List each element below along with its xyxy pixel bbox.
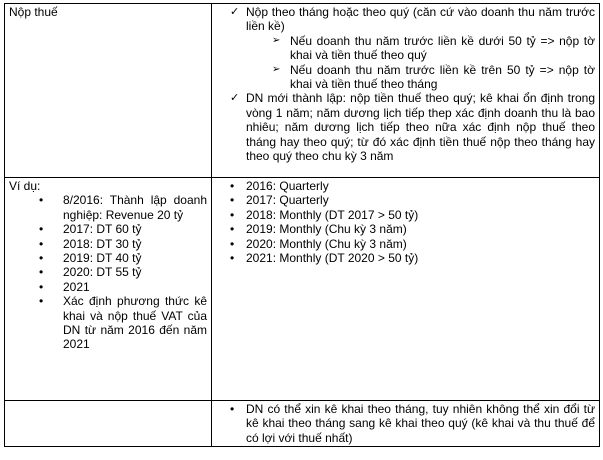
example-text: Xác định phương thức kê khai và nộp thuế VAT của DN từ năm 2016 đến năm 2021 xyxy=(63,294,207,352)
bullet-icon: • xyxy=(39,193,44,208)
checkmark-icon: ✓ xyxy=(230,92,240,105)
example-text: 2018: DT 30 tỷ xyxy=(63,236,142,251)
note-list xyxy=(216,402,595,445)
list-item xyxy=(216,251,595,265)
list-item xyxy=(216,222,595,236)
sub-item-text: Nếu doanh thu năm trước liền kề dưới 50 tỷ => nộp tờ khai và tiền thuế theo quý xyxy=(290,33,595,63)
list-item xyxy=(9,222,207,236)
example-text: 8/2016: Thành lập doanh nghiệp: Revenue 20 tỷ xyxy=(63,193,207,222)
row1-label-cell xyxy=(5,4,212,178)
list-item xyxy=(216,34,595,63)
list-item xyxy=(9,237,207,251)
bullet-icon: • xyxy=(39,265,44,280)
bullet-icon: • xyxy=(39,279,44,294)
list-item xyxy=(9,294,207,352)
answer-list xyxy=(216,179,595,265)
note-text: DN có thể xin kê khai theo tháng, tuy nhiên không thể xin đổi từ kê khai theo tháng sang kê khai theo quý (kê khai và thu thuế để có lợi với thuế nhất) xyxy=(246,402,595,445)
answer-text: 2020: Monthly (Chu kỳ 3 năm) xyxy=(246,236,407,251)
table-row xyxy=(5,178,600,401)
arrow-bullet-icon: ➢ xyxy=(272,63,281,75)
row1-content-cell xyxy=(212,4,600,178)
bullet-icon: • xyxy=(230,402,235,416)
bullet-icon: • xyxy=(230,222,235,237)
table-row xyxy=(5,4,600,178)
row2-examples-cell xyxy=(5,178,212,401)
item-text: Nộp theo tháng hoặc theo quý (căn cứ vào doanh thu năm trước liền kề) xyxy=(246,5,595,34)
row1-label: Nộp thuế xyxy=(9,5,58,19)
answer-text: 2016: Quarterly xyxy=(246,179,329,193)
arrow-bullet-icon: ➢ xyxy=(272,34,281,46)
answer-text: 2021: Monthly (DT 2020 > 50 tỷ) xyxy=(246,251,419,266)
table-row xyxy=(5,401,600,447)
answer-text: 2017: Quarterly xyxy=(246,193,329,208)
example-text: 2020: DT 55 tỷ xyxy=(63,265,142,280)
check-list xyxy=(216,5,595,163)
row2-answers-cell xyxy=(212,178,600,401)
list-item xyxy=(216,5,595,34)
item-text: DN mới thành lập: nộp tiền thuế theo quý; kê khai ổn định trong vòng 1 năm; năm dương lịch tiếp thep xác định doanh thu là bao nhiêu; năm dương lịch tiếp theo nữa xác định nộp thuế theo tháng hay theo quý; từ đó xác định tiền thuế nộp theo tháng hay theo quý theo chu kỳ 3 năm xyxy=(246,91,595,164)
bullet-icon: • xyxy=(230,251,235,266)
list-item xyxy=(216,402,595,445)
list-item xyxy=(9,251,207,265)
bullet-icon: • xyxy=(39,236,44,251)
answer-text: 2019: Monthly (Chu kỳ 3 năm) xyxy=(246,222,407,237)
bullet-icon: • xyxy=(39,251,44,266)
answer-text: 2018: Monthly (DT 2017 > 50 tỷ) xyxy=(246,207,419,222)
row3-notes-cell xyxy=(212,401,600,447)
list-item xyxy=(216,63,595,92)
tax-table xyxy=(4,3,600,447)
list-item xyxy=(9,265,207,279)
list-item xyxy=(216,237,595,251)
list-item xyxy=(216,91,595,163)
list-item xyxy=(9,280,207,294)
list-item xyxy=(9,193,207,222)
sub-item-text: Nếu doanh thu năm trước liền kề trên 50 tỷ => nộp tờ khai và tiền thuế theo tháng xyxy=(290,62,595,92)
row2-label: Ví dụ: xyxy=(9,179,41,193)
example-text: 2017: DT 60 tỷ xyxy=(63,222,142,237)
list-item xyxy=(216,179,595,193)
bullet-icon: • xyxy=(39,294,44,309)
bullet-icon: • xyxy=(230,207,235,222)
example-text: 2019: DT 40 tỷ xyxy=(63,251,142,266)
row3-empty-cell xyxy=(5,401,212,447)
list-item xyxy=(216,208,595,222)
bullet-icon: • xyxy=(230,193,235,208)
example-text: 2021 xyxy=(63,279,90,294)
bullet-icon: • xyxy=(39,222,44,237)
bullet-icon: • xyxy=(230,179,235,193)
list-item xyxy=(216,193,595,207)
bullet-icon: • xyxy=(230,236,235,251)
arrow-list xyxy=(216,34,595,92)
checkmark-icon: ✓ xyxy=(230,6,240,18)
list-item xyxy=(216,34,595,92)
example-list xyxy=(9,193,207,351)
